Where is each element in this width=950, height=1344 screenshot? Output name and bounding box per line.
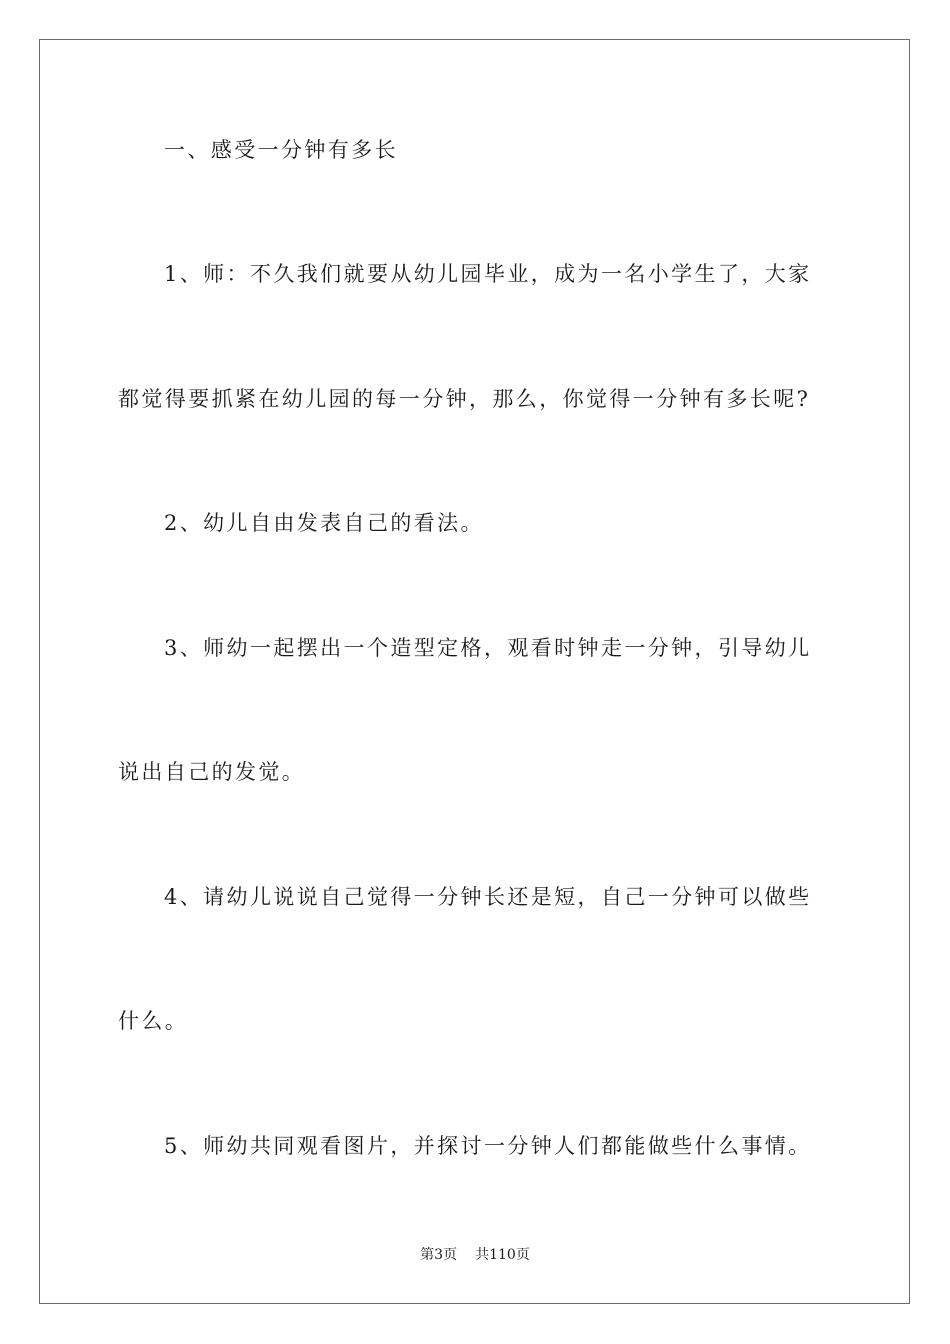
paragraph-line: 3、师幼一起摆出一个造型定格，观看时钟走一分钟，引导幼儿 — [164, 636, 812, 660]
section-heading: 一、感受一分钟有多长 — [164, 138, 398, 162]
paragraph-line: 5、师幼共同观看图片，并探讨一分钟人们都能做些什么事情。 — [164, 1134, 812, 1158]
paragraph-line: 1、师：不久我们就要从幼儿园毕业，成为一名小学生了，大家 — [164, 262, 812, 286]
page-footer — [0, 1246, 950, 1264]
paragraph-line: 2、幼儿自由发表自己的看法。 — [164, 511, 484, 535]
page-number: 第3页 — [420, 1247, 458, 1263]
paragraph-line: 都觉得要抓紧在幼儿园的每一分钟，那么，你觉得一分钟有多长呢? — [118, 387, 811, 411]
paragraph-line: 4、请幼儿说说自己觉得一分钟长还是短，自己一分钟可以做些 — [164, 885, 812, 909]
page-border — [39, 39, 910, 1304]
page-total: 共110页 — [475, 1247, 530, 1263]
paragraph-line: 什么。 — [118, 1009, 189, 1033]
paragraph-line: 说出自己的发觉。 — [118, 760, 306, 784]
